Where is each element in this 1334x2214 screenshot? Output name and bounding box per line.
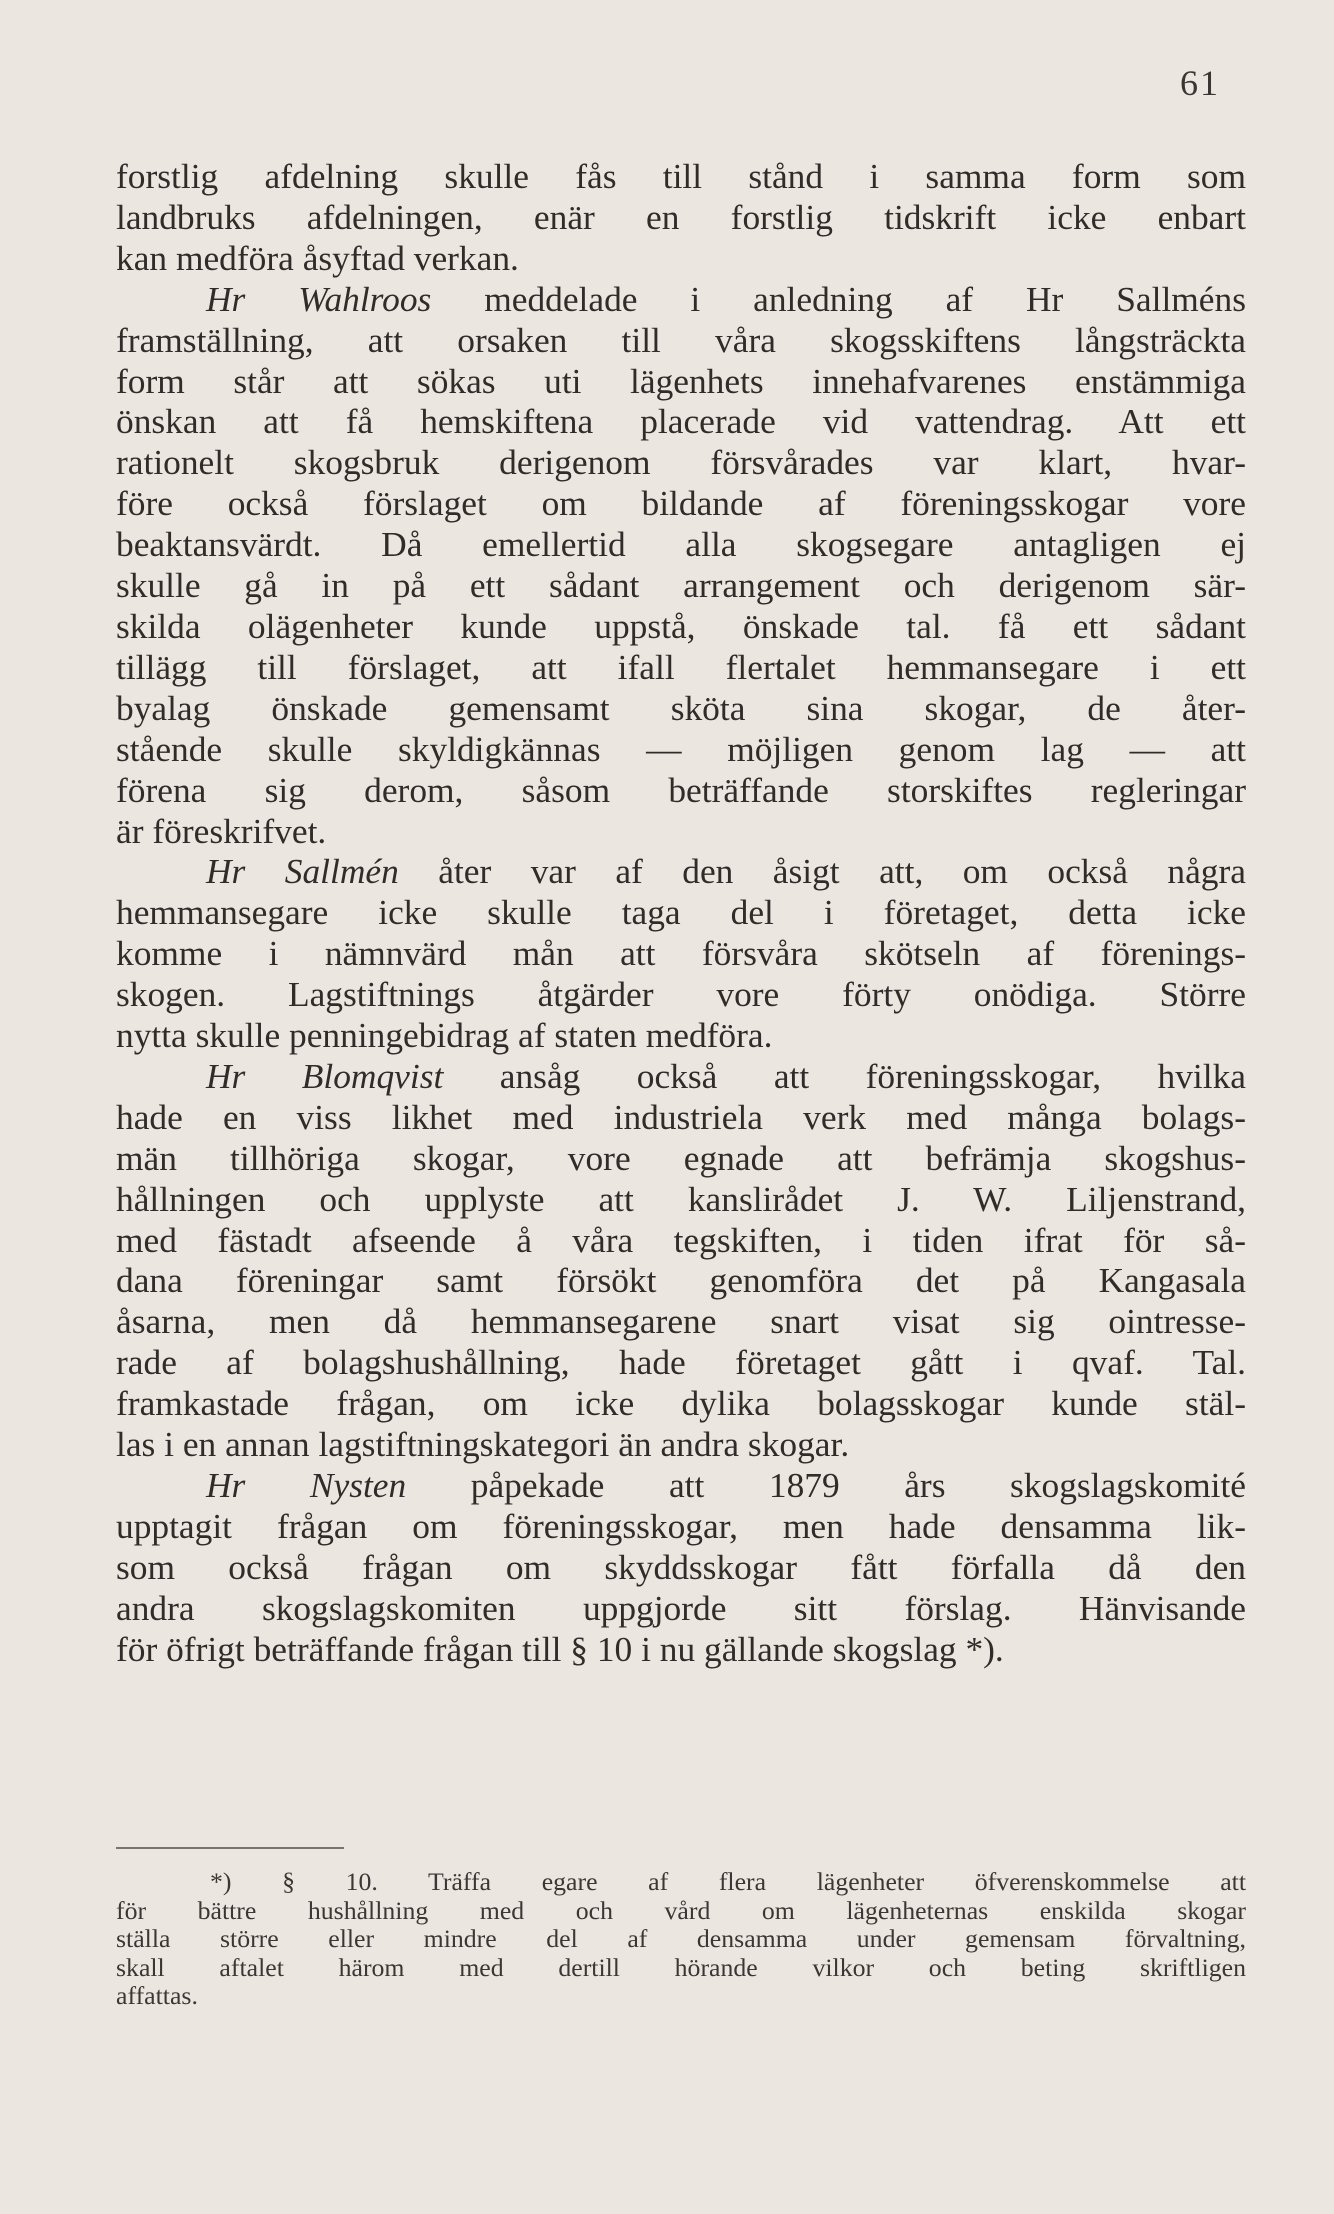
text-line [116, 1056, 1246, 1097]
text-line: hemmansegare icke skulle taga del i företaget, detta icke [116, 892, 1246, 933]
paragraph [116, 1465, 1246, 1670]
text-line: framställning, att orsaken till våra skogsskiftens långsträckta [116, 319, 1246, 360]
text-line: komme i nämnvärd mån att försvåra skötseln af förenings- [116, 933, 1246, 974]
text-line: byalag önskade gemensamt sköta sina skogar, de åter- [116, 687, 1246, 728]
text-line: rationelt skogsbruk derigenom försvårades var klart, hvar- [116, 442, 1246, 483]
text-fragment: ansåg också att föreningsskogar, hvilka [499, 1055, 1246, 1096]
footnote-divider [116, 1847, 344, 1849]
paragraph [116, 851, 1246, 1056]
text-line: landbruks afdelningen, enär en forstlig tidskrift icke enbart [116, 196, 1246, 237]
speaker-name: Hr Blomqvist [206, 1055, 444, 1096]
text-line: form står att sökas uti lägenhets innehafvarenes enstämmiga [116, 360, 1246, 401]
text-line: skilda olägenheter kunde uppstå, önskade tal. få ett sådant [116, 605, 1246, 646]
footnote-line: skall aftalet härom med dertill hörande vilkor och beting skriftligen [116, 1952, 1246, 1982]
text-line: hade en viss likhet med industriela verk med många bolags- [116, 1096, 1246, 1137]
speaker-name: Hr Sallmén [206, 851, 399, 892]
text-line: män tillhöriga skogar, vore egnade att befrämja skogshus- [116, 1137, 1246, 1178]
text-line: forstlig afdelning skulle fås till stånd i samma form som [116, 156, 1246, 196]
text-line: är föreskrifvet. [116, 810, 327, 851]
text-line [116, 851, 1246, 892]
text-fragment: meddelade i anledning af Hr Sallméns [484, 278, 1246, 319]
text-fragment: påpekade att 1879 års skogslagskomité [470, 1465, 1246, 1505]
footnote-line: ställa större eller mindre del af densamma under gemensam förvaltning, [116, 1924, 1246, 1954]
footnote-line: för bättre hushållning med och vård om lägenheternas enskilda skogar [116, 1895, 1246, 1925]
text-line: rade af bolagshushållning, hade företaget gått i qvaf. Tal. [116, 1342, 1246, 1383]
text-line: andra skogslagskomiten uppgjorde sitt förslag. Hänvisande [116, 1587, 1246, 1628]
text-line: som också frågan om skyddsskogar fått förfalla då den [116, 1546, 1246, 1587]
text-line: önskan att få hemskiftena placerade vid vattendrag. Att ett [116, 401, 1246, 442]
footnote [116, 1868, 1246, 2011]
text-line [116, 279, 1246, 320]
text-line: stående skulle skyldigkännas — möjligen genom lag — att [116, 728, 1246, 769]
text-line: före också förslaget om bildande af föreningsskogar vore [116, 483, 1246, 524]
footnote-line: affattas. [116, 1981, 198, 2011]
speaker-name: Hr Nysten [206, 1465, 407, 1505]
text-line: skogen. Lagstiftnings åtgärder vore förty onödiga. Större [116, 974, 1246, 1015]
text-column [116, 156, 1246, 1670]
text-line: dana föreningar samt försökt genomföra det på Kangasala [116, 1260, 1246, 1301]
footnote-line: *) § 10. Träffa egare af flera lägenheter öfverenskommelse att [210, 1867, 1246, 1896]
text-line: las i en annan lagstiftningskategori än andra skogar. [116, 1424, 850, 1465]
text-line: åsarna, men då hemmansegarene snart visat sig ointresse- [116, 1301, 1246, 1342]
text-line: förena sig derom, såsom beträffande storskiftes regleringar [116, 769, 1246, 810]
text-line: upptagit frågan om föreningsskogar, men hade densamma lik- [116, 1505, 1246, 1546]
text-line: hållningen och upplyste att kanslirådet J. W. Liljenstrand, [116, 1178, 1246, 1219]
paragraph [116, 156, 1246, 279]
paragraph [116, 279, 1246, 852]
text-line: skulle gå in på ett sådant arrangement och derigenom sär- [116, 565, 1246, 606]
text-line: för öfrigt beträffande frågan till § 10 i nu gällande skogslag *). [116, 1628, 1004, 1669]
text-fragment: åter var af den åsigt att, om också några [438, 851, 1246, 892]
text-line: framkastade frågan, om icke dylika bolagsskogar kunde stäl- [116, 1383, 1246, 1424]
text-line: med fästadt afseende å våra tegskiften, i tiden ifrat för så- [116, 1219, 1246, 1260]
text-line: kan medföra åsyftad verkan. [116, 237, 519, 278]
text-line: nytta skulle penningebidrag af staten medföra. [116, 1015, 773, 1056]
text-line [116, 1465, 1246, 1506]
page-number: 61 [1180, 63, 1220, 103]
text-line: beaktansvärdt. Då emellertid alla skogsegare antagligen ej [116, 524, 1246, 565]
speaker-name: Hr Wahlroos [206, 278, 432, 319]
paragraph [116, 1056, 1246, 1465]
text-line: tillägg till förslaget, att ifall flertalet hemmansegare i ett [116, 646, 1246, 687]
